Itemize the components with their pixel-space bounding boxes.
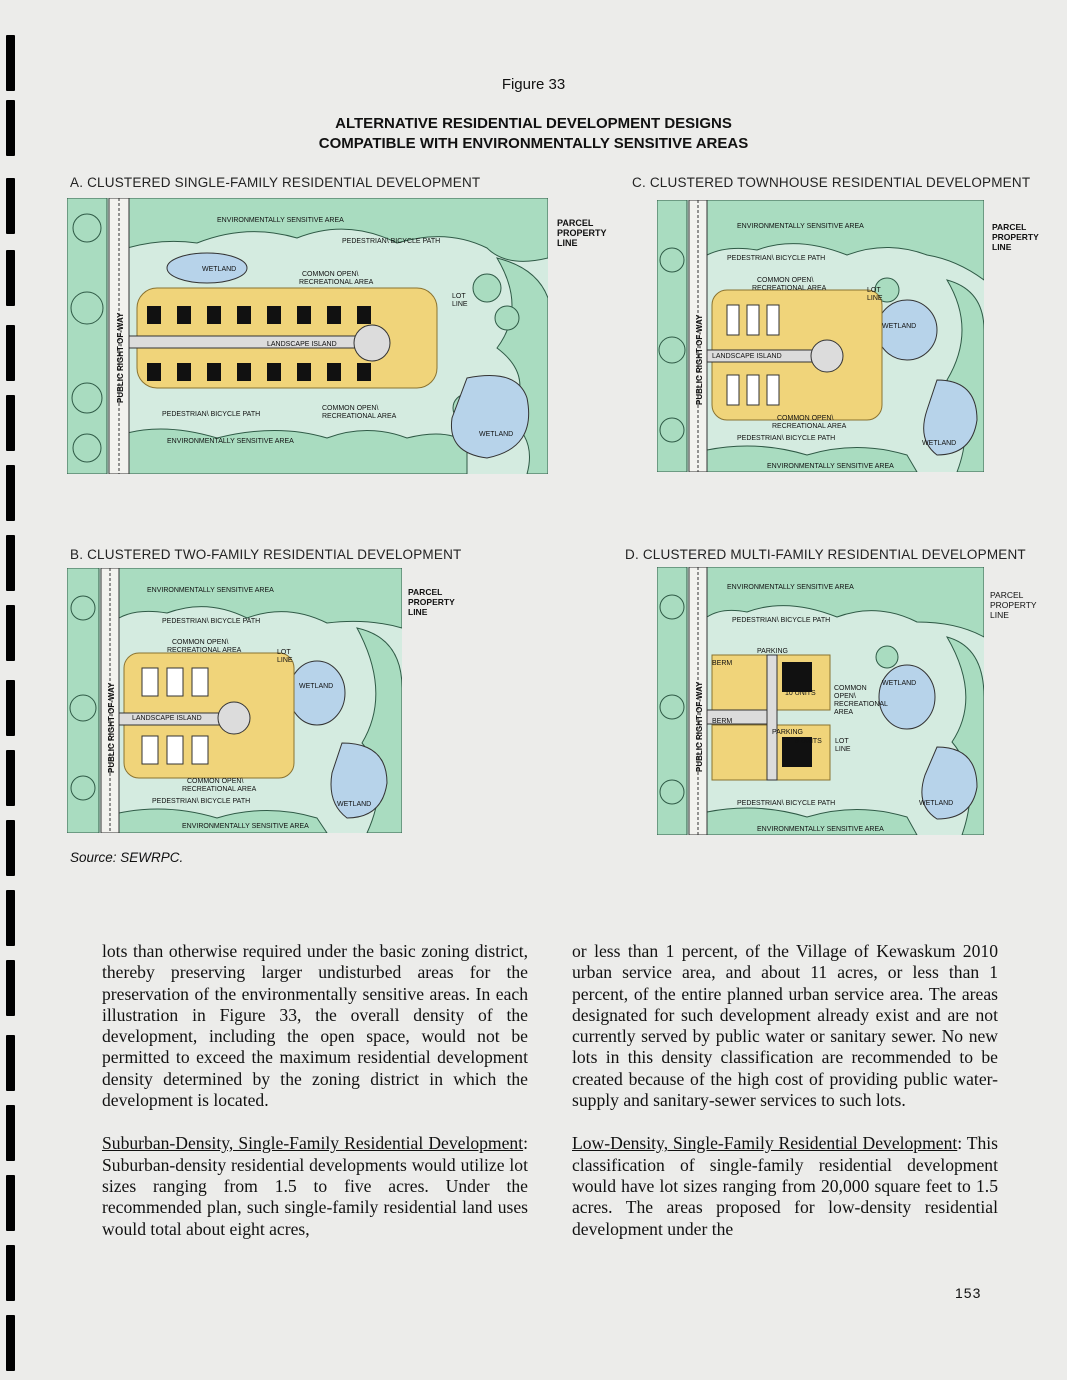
d-esa-top: ENVIRONMENTALLY SENSITIVE AREA (727, 584, 854, 591)
panel-d-drawing (657, 567, 984, 835)
b-common-top-1: COMMON OPEN\ (172, 639, 229, 646)
c-esa-top: ENVIRONMENTALLY SENSITIVE AREA (737, 223, 864, 230)
panel-b-title: B. CLUSTERED TWO-FAMILY RESIDENTIAL DEVELOPMENT (70, 547, 462, 562)
a-parcel-line1: PARCEL (557, 218, 594, 228)
c-common-bottom-2: RECREATIONAL AREA (772, 423, 847, 430)
c-lot-1: LOT (867, 287, 881, 294)
a-parcel-line3: LINE (557, 238, 578, 248)
panel-c-site-plan (657, 200, 984, 472)
d-parcel-label (990, 590, 1037, 620)
c-public-row: PUBLIC RIGHT-OF-WAY (695, 314, 704, 405)
figure-title-line2: COMPATIBLE WITH ENVIRONMENTALLY SENSITIVE AREAS (318, 135, 749, 152)
c-wetland-top: WETLAND (882, 323, 917, 330)
b-parcel-line3: LINE (408, 607, 428, 617)
a-wetland-bottom: WETLAND (479, 431, 514, 438)
c-common-top-2: RECREATIONAL AREA (752, 285, 827, 292)
c-parcel-line3: LINE (992, 242, 1012, 252)
d-public-row: PUBLIC RIGHT-OF-WAY (695, 681, 704, 772)
panel-b-site-plan (67, 568, 402, 833)
a-common-bottom-2: RECREATIONAL AREA (322, 413, 397, 420)
d-lot-2: LINE (835, 746, 851, 753)
a-landscape-island: LANDSCAPE ISLAND (267, 341, 337, 348)
a-common-top-2: RECREATIONAL AREA (299, 279, 374, 286)
a-esa-top: ENVIRONMENTALLY SENSITIVE AREA (217, 217, 344, 224)
d-parcel-line2: PROPERTY (990, 600, 1037, 610)
b-wetland-top: WETLAND (299, 683, 334, 690)
right-paragraph-2-text: : This classification of single-family residential development would have lot sizes ranging from 20,000 square feet to 1.5 acres. The areas proposed for low-density residential development under the (572, 1133, 999, 1239)
d-common-4: AREA (834, 709, 854, 716)
b-esa-top: ENVIRONMENTALLY SENSITIVE AREA (147, 587, 274, 594)
figure-source: Source: SEWRPC. (70, 850, 184, 865)
c-ped-path-bottom: PEDESTRIAN\ BICYCLE PATH (737, 435, 836, 442)
a-lot-2: LINE (452, 301, 468, 308)
text-column-left (102, 941, 528, 1262)
panel-c-title: C. CLUSTERED TOWNHOUSE RESIDENTIAL DEVELOPMENT (632, 175, 1031, 190)
c-wetland-bottom: WETLAND (922, 440, 957, 447)
c-parcel-line1: PARCEL (992, 222, 1027, 232)
d-common-2: OPEN\ (834, 693, 856, 700)
b-public-row: PUBLIC RIGHT-OF-WAY (107, 682, 116, 773)
page-number: 153 (955, 1285, 982, 1301)
c-landscape-island: LANDSCAPE ISLAND (712, 353, 782, 360)
a-wetland-top: WETLAND (202, 266, 237, 273)
a-lot-1: LOT (452, 293, 466, 300)
figure-number: Figure 33 (501, 76, 566, 93)
d-parcel-line3: LINE (990, 610, 1009, 620)
figure-title (0, 114, 1067, 154)
d-esa-bottom: ENVIRONMENTALLY SENSITIVE AREA (757, 826, 884, 833)
b-landscape-island: LANDSCAPE ISLAND (132, 715, 202, 722)
c-common-top-1: COMMON OPEN\ (757, 277, 814, 284)
d-wetland-top: WETLAND (882, 680, 917, 687)
d-wetland-bottom: WETLAND (919, 800, 954, 807)
c-lot-2: LINE (867, 295, 883, 302)
b-lot-1: LOT (277, 649, 291, 656)
b-common-top-2: RECREATIONAL AREA (167, 647, 242, 654)
panel-a-drawing (67, 198, 548, 474)
text-column-right (572, 941, 998, 1262)
c-parcel-label (992, 222, 1039, 252)
d-parking-top: PARKING (757, 648, 788, 655)
b-lot-2: LINE (277, 657, 293, 664)
binding-holes (0, 0, 40, 1380)
d-units-8: 8 UNITS (795, 738, 822, 745)
c-ped-path: PEDESTRIAN\ BICYCLE PATH (727, 255, 826, 262)
b-common-bottom-1: COMMON OPEN\ (187, 778, 244, 785)
b-parcel-line1: PARCEL (408, 587, 443, 597)
d-lot-1: LOT (835, 738, 849, 745)
b-ped-path: PEDESTRIAN\ BICYCLE PATH (162, 618, 261, 625)
a-ped-path: PEDESTRIAN\ BICYCLE PATH (342, 238, 441, 245)
a-parcel-line2: PROPERTY (557, 228, 607, 238)
d-berm-bottom: BERM (712, 718, 733, 725)
b-common-bottom-2: RECREATIONAL AREA (182, 786, 257, 793)
a-esa-bottom: ENVIRONMENTALLY SENSITIVE AREA (167, 438, 294, 445)
a-common-top-1: COMMON OPEN\ (302, 271, 359, 278)
left-paragraph-2-text: : Suburban-density residential developments would utilize lot sizes ranging from 1.5 to five acres. Under the recommended plan, such single-family residential land uses would total about eight acres, (102, 1133, 528, 1239)
panel-a-title: A. CLUSTERED SINGLE-FAMILY RESIDENTIAL DEVELOPMENT (70, 175, 481, 190)
b-esa-bottom: ENVIRONMENTALLY SENSITIVE AREA (182, 823, 309, 830)
right-paragraph-2-heading: Low-Density, Single-Family Residential Development (572, 1133, 958, 1154)
panel-d-site-plan (657, 567, 984, 835)
b-parcel-label (408, 587, 455, 617)
left-paragraph-2 (102, 1133, 528, 1239)
right-paragraph-1: or less than 1 percent, of the Village of Kewaskum 2010 urban service area, and about 11 acres, or less than 1 percent, of the entire planned urban service area. The areas designated for such development already exist and are not currently served by public water or sanitary sewer. No new lots in this density classification are recommended to be created because of the high cost of providing public water-supply and sanitary-sewer services to such lots. (572, 941, 998, 1111)
d-parcel-line1: PARCEL (990, 590, 1024, 600)
d-common-3: RECREATIONAL (834, 701, 888, 708)
b-ped-path-bottom: PEDESTRIAN\ BICYCLE PATH (152, 798, 251, 805)
b-wetland-bottom: WETLAND (337, 801, 372, 808)
panel-a-site-plan (67, 198, 548, 474)
left-paragraph-2-heading: Suburban-Density, Single-Family Residential Development (102, 1133, 524, 1154)
d-common-1: COMMON (834, 685, 867, 692)
a-parcel-label (557, 218, 607, 248)
c-esa-bottom: ENVIRONMENTALLY SENSITIVE AREA (767, 463, 894, 470)
d-ped-path-bottom: PEDESTRIAN\ BICYCLE PATH (737, 800, 836, 807)
right-paragraph-2 (572, 1133, 998, 1239)
d-units-10: 10 UNITS (785, 690, 816, 697)
panel-c-drawing (657, 200, 984, 472)
d-berm-top: BERM (712, 660, 733, 667)
panel-b-drawing (67, 568, 402, 833)
d-ped-path: PEDESTRIAN\ BICYCLE PATH (732, 617, 831, 624)
a-public-row: PUBLIC RIGHT-OF-WAY (116, 312, 125, 403)
c-parcel-line2: PROPERTY (992, 232, 1039, 242)
a-ped-path-bottom: PEDESTRIAN\ BICYCLE PATH (162, 411, 261, 418)
b-parcel-line2: PROPERTY (408, 597, 455, 607)
left-paragraph-1: lots than otherwise required under the basic zoning district, thereby preserving larger undisturbed areas for the preservation of the environmentally sensitive areas. In each illustration in Figure 33, the overall density of the development, including the open space, would not be permitted to exceed the maximum residential development density determined by the zoning district in which the development is located. (102, 941, 528, 1111)
a-common-bottom-1: COMMON OPEN\ (322, 405, 379, 412)
c-common-bottom-1: COMMON OPEN\ (777, 415, 834, 422)
panel-d-title: D. CLUSTERED MULTI-FAMILY RESIDENTIAL DEVELOPMENT (625, 547, 1026, 562)
figure-title-line1: ALTERNATIVE RESIDENTIAL DEVELOPMENT DESIGNS (335, 115, 732, 132)
d-parking-bottom: PARKING (772, 729, 803, 736)
